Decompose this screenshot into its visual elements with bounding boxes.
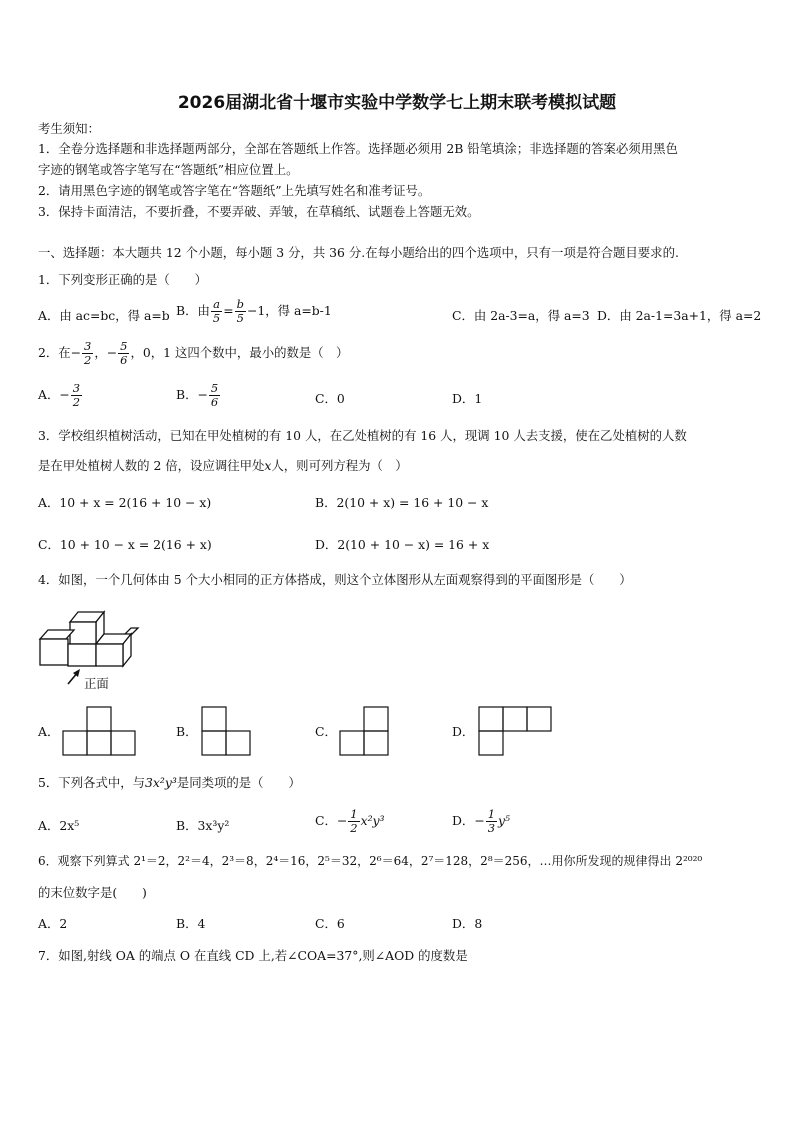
q4-option-b: B． <box>176 724 198 739</box>
notice-heading: 考生须知： <box>38 121 100 136</box>
notice-item: 3．保持卡面清洁，不要折叠，不要弄破、弄皱，在草稿纸、试题卷上答题无效。 <box>38 204 480 219</box>
q4-option-a-shape <box>63 706 138 758</box>
q6-option-c: C．6 <box>315 916 345 931</box>
page-title: 2026届湖北省十堰市实验中学数学七上期末联考模拟试题 <box>177 93 617 113</box>
q5-option-c: C．− $\frac{1}{2}$ x²y³ <box>315 807 385 835</box>
q2-option-d: D．1 <box>452 391 483 406</box>
notice-item: 字迹的钢笔或答字笔写在“答题纸”相应位置上。 <box>38 162 299 177</box>
front-arrow-icon <box>68 669 80 684</box>
q6-option-b: B．4 <box>176 916 206 931</box>
question-1-stem: 1．下列变形正确的是（ ） <box>38 272 207 287</box>
q4-option-c: C． <box>315 724 337 739</box>
q5-option-a: A．2x⁵ <box>38 818 80 833</box>
q3-option-d: D．2(10 + 10 − x) = 16 + x <box>315 537 490 552</box>
q4-option-d-shape <box>479 706 554 758</box>
section-heading: 一、选择题：本大题共 12 个小题，每小题 3 分，共 36 分.在每小题给出的四个选项中，只有一项是符合题目要求的. <box>38 245 679 260</box>
q2-option-a: A．− $\frac{3}{2}$ <box>38 381 81 409</box>
q5-option-d: D．− $\frac{1}{3}$ y⁵ <box>452 807 511 835</box>
question-3-line2: 是在甲处植树人数的 2 倍，设应调往甲处x人，则可列方程为（ ） <box>38 458 408 473</box>
question-6-line2: 的末位数字是( ) <box>38 885 147 900</box>
q3-option-b: B．2(10 + x) = 16 + 10 − x <box>315 495 489 510</box>
q6-option-a: A．2 <box>38 916 68 931</box>
q3-option-c: C．10 + 10 − x = 2(16 + x) <box>38 537 212 552</box>
q4-option-b-shape <box>202 706 254 758</box>
question-2-stem: 2．在− $\frac{3}{2}$ ，− $\frac{5}{6}$ ，0，1 这四个数中，最小的数是（ ） <box>38 339 349 367</box>
q3-option-a: A．10 + x = 2(16 + 10 − x) <box>38 495 212 510</box>
q4-option-a: A． <box>38 724 60 739</box>
q4-option-c-shape <box>340 706 392 758</box>
q4-option-d: D． <box>452 724 475 739</box>
q1-option-d: D．由 2a-1=3a+1，得 a=2 <box>597 308 762 323</box>
q1-option-a: A．由 ac=bc，得 a=b <box>38 308 170 323</box>
question-4-stem: 4．如图，一个几何体由 5 个大小相同的正方体搭成，则这个立体图形从左面观察得到的平面图形是（ ） <box>38 572 632 587</box>
q6-option-d: D．8 <box>452 916 483 931</box>
q2-option-b: B．− $\frac{5}{6}$ <box>176 381 219 409</box>
question-5-stem: 5．下列各式中，与3x²y³是同类项的是（ ） <box>38 775 301 790</box>
q1-option-c: C．由 2a-3=a，得 a=3 <box>452 308 590 323</box>
q5-option-b: B．3x³y² <box>176 818 230 833</box>
question-3-line1: 3．学校组织植树活动，已知在甲处植树的有 10 人，在乙处植树的有 16 人，现调 10 人去支援，使在乙处植树的人数 <box>38 428 687 443</box>
notice-item: 1．全卷分选择题和非选择题两部分，全部在答题纸上作答。选择题必须用 2B 铅笔填涂；非选择题的答案必须用黑色 <box>38 141 678 156</box>
q1-option-b: B．由 $\frac{a}{5}$ = $\frac{b}{5}$ −1，得 a=b-1 <box>176 297 332 325</box>
q2-option-c: C．0 <box>315 391 345 406</box>
question-6-line1: 6．观察下列算式 2¹＝2，2²＝4，2³＝8，2⁴＝16，2⁵＝32，2⁶＝64，2⁷＝128，2⁸＝256，…用你所发现的规律得出 2²⁰²⁰ <box>38 854 703 868</box>
question-7-stem: 7．如图,射线 OA 的端点 O 在直线 CD 上,若∠COA=37°,则∠AOD 的度数是 <box>38 948 468 963</box>
front-label: 正面 <box>84 676 109 691</box>
notice-item: 2．请用黑色字迹的钢笔或答字笔在“答题纸”上先填写姓名和准考证号。 <box>38 183 431 198</box>
